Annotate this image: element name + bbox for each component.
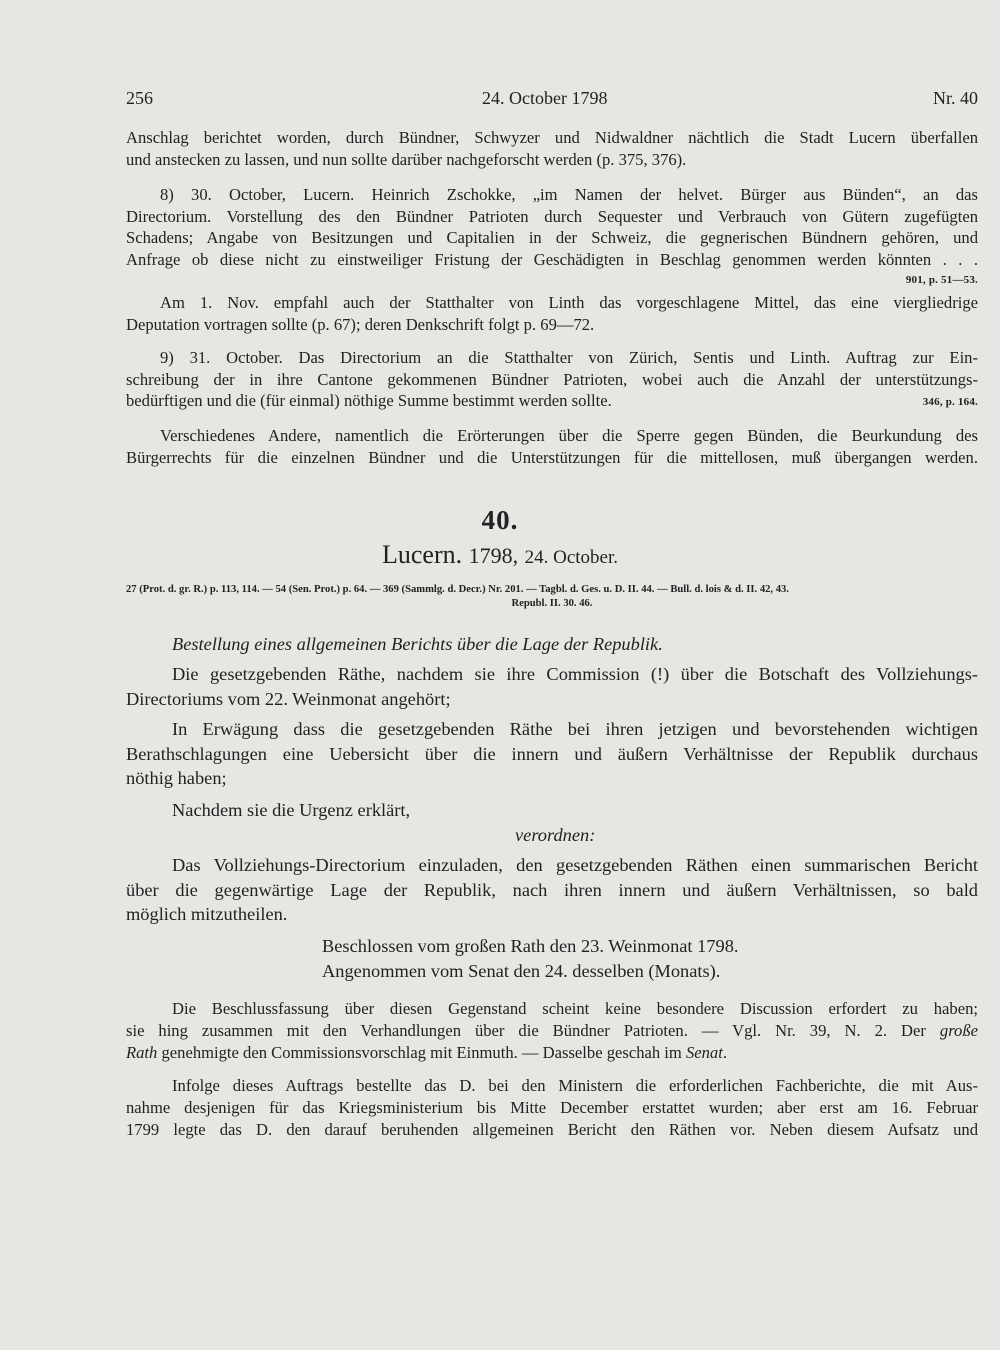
paragraph-entry-9 <box>126 347 978 414</box>
text-line: 1799 legte das D. den darauf beruhenden allgemeinen Bericht den Räthen vor. Neben diesem Aufsatz und <box>126 1120 978 1139</box>
text-line: möglich mitzutheilen. <box>126 904 288 924</box>
decree-verb: verordnen: <box>515 825 596 845</box>
text-line: nahme desjenigen für das Kriegsministerium bis Mitte December erstattet wurden; aber erst am 16. Februar <box>126 1098 978 1117</box>
text-line: Die gesetzgebenden Räthe, nachdem sie ihre Commission (!) über die Botschaft des Vollziehungs- <box>172 664 978 684</box>
header-date: 24. October 1798 <box>482 88 608 108</box>
text-line: über die gegenwärtige Lage der Republik, nach ihren innern und äußern Verhältnissen, so bald <box>126 879 978 900</box>
text-line: und anstecken zu lassen, und nun sollte darüber nachgeforscht werden (p. 375, 376). <box>126 149 687 169</box>
line-text: genehmigte den Commissionsvorschlag mit Einmuth. — Dasselbe geschah im <box>157 1043 686 1062</box>
text-line: Bürgerrechts für die einzelnen Bündner und die Unterstützungen für die mittellosen, muß übergangen werden. <box>126 447 978 467</box>
text-line: Directoriums vom 22. Weinmonat angehört; <box>126 688 451 709</box>
text-line: In Erwägung dass die gesetzgebenden Räthe bei ihren jetzigen und bevorstehenden wichtigen <box>172 719 978 739</box>
archive-reference: 346, p. 164. <box>922 396 978 408</box>
line-text-italic: große <box>939 1021 978 1040</box>
paragraph-entry-8 <box>126 184 978 292</box>
page-number: 256 <box>126 88 153 108</box>
section-date: 24. October. <box>524 547 619 568</box>
text-line: Anfrage ob diese nicht zu einstweiliger Fristung der Geschädigten in Beschlag genommen werden könnten . . . <box>126 249 978 269</box>
text-line <box>126 1042 978 1064</box>
text-line: nöthig haben; <box>126 768 227 788</box>
decree-urgency: Nachdem sie die Urgenz erklärt, <box>172 800 411 820</box>
decree-considering <box>126 717 978 791</box>
section-number: 40. <box>481 505 519 535</box>
section-heading <box>0 540 1000 570</box>
text-line <box>126 390 978 412</box>
line-text: bedürftigen und die (für einmal) nöthige Summe bestimmt werden sollte. <box>126 391 612 410</box>
text-line: Am 1. Nov. empfahl auch der Statthalter von Linth das vorgeschlagene Mittel, das eine viergliedrige <box>160 293 978 312</box>
text-line: Berathschlagungen eine Uebersicht über die innern und äußern Verhältnisse der Republik durchaus <box>126 743 978 764</box>
text-line: Infolge dieses Auftrags bestellte das D. bei den Ministern die erforderlichen Fachberichte, die mit Aus- <box>172 1076 978 1095</box>
line-text: . <box>722 1043 727 1062</box>
source-references <box>126 583 978 611</box>
paragraph-nov-note <box>126 292 978 335</box>
resolution-line: Angenommen vom Senat den 24. desselben (Monats). <box>322 960 721 981</box>
text-line: Schadens; Angabe von Besitzungen und Capitalien in der Schweiz, die gegnerischen Bündnern gehören, und <box>126 228 978 247</box>
archive-reference: 901, p. 51—53. <box>905 274 978 286</box>
paragraph-various <box>126 425 978 468</box>
decree-preamble <box>126 662 978 711</box>
source-line: 27 (Prot. d. gr. R.) p. 113, 114. — 54 (Sen. Prot.) p. 64. — 369 (Sammlg. d. Decr.) Nr. 201. — Tagbl. d. Ges. u. D. II. 44. — Bull. d. lois & d. II. 42, 43. <box>126 584 789 595</box>
text-line: schreibung der in ihre Cantone gekommenen Bündner Patrioten, wobei auch die Anzahl der unterstützungs- <box>126 369 978 389</box>
text-line: Anschlag berichtet worden, durch Bündner, Schwyzer und Nidwaldner nächtlich die Stadt Lucern überfallen <box>126 128 978 147</box>
page-header <box>126 88 978 112</box>
source-line: Republ. II. 30. 46. <box>511 598 593 609</box>
section-place: Lucern. <box>381 540 463 569</box>
text-line: 9) 31. October. Das Directorium an die Statthalter von Zürich, Sentis und Linth. Auftrag zur Ein- <box>160 348 978 367</box>
line-text-italic: Senat <box>685 1043 723 1062</box>
text-line: Directorium. Vorstellung des den Bündner Patrioten durch Sequester und Verbrauch von Gütern zugefügten <box>126 206 978 226</box>
text-line: Verschiedenes Andere, namentlich die Erörterungen über die Sperre gegen Bünden, die Beurkundung des <box>160 426 978 445</box>
decree-ordinance <box>126 853 978 927</box>
paragraph-continuation <box>126 127 978 170</box>
text-line: Deputation vortragen sollte (p. 67); deren Denkschrift folgt p. 69—72. <box>126 314 595 334</box>
text-line: Das Vollziehungs-Directorium einzuladen, den gesetzgebenden Räthen einen summarischen Bericht <box>172 855 978 875</box>
section-year: 1798, <box>468 543 519 568</box>
editorial-note-1 <box>126 998 978 1064</box>
text-line <box>126 1020 978 1042</box>
editorial-note-2 <box>126 1075 978 1141</box>
decree-resolution <box>322 934 922 983</box>
document-number: Nr. 40 <box>933 88 978 108</box>
line-text: sie hing zusammen mit den Verhandlungen über die Bündner Patrioten. — Vgl. Nr. 39, N. 2. Der <box>126 1021 940 1040</box>
line-text-italic: Rath <box>126 1043 158 1062</box>
text-line: Die Beschlussfassung über diesen Gegenstand scheint keine besondere Discussion erfordert zu haben; <box>172 999 978 1018</box>
decree-subject: Bestellung eines allgemeinen Berichts über die Lage der Republik. <box>172 634 663 654</box>
resolution-line: Beschlossen vom großen Rath den 23. Weinmonat 1798. <box>322 936 739 956</box>
text-line: 8) 30. October, Lucern. Heinrich Zschokke, „im Namen der helvet. Bürger aus Bünden“, an das <box>160 185 978 204</box>
